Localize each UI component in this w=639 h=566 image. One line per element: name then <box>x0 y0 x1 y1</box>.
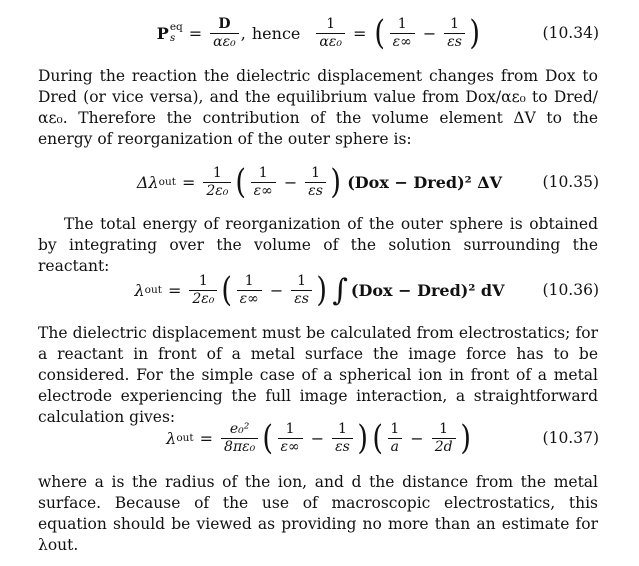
paragraph-4: where a is the radius of the ion, and d the distance from the metal surface. Because of the use of macroscopic electrostatics, this equation should be viewed as providing no more than an estimate for λout. <box>38 473 598 554</box>
eq34-f3-num: 1 <box>397 15 407 32</box>
eq37-left-paren: ( <box>262 418 274 458</box>
eq37-f2-num: 1 <box>285 420 295 437</box>
eq37-f1-num: e₀² <box>229 420 250 437</box>
eq37-right-paren: ) <box>357 418 368 458</box>
eq37-f3-num: 1 <box>338 420 347 437</box>
eq37-f3-den: εs <box>332 438 353 456</box>
eq37-fraction-5 <box>432 421 456 456</box>
eq37-f1-den: 8πε₀ <box>221 438 258 456</box>
eq36-right-paren: ) <box>316 270 327 310</box>
eq34-lhs-sup: eq <box>169 21 183 33</box>
eq37-fraction-4 <box>387 421 402 456</box>
eq36-fraction-1 <box>189 273 217 308</box>
eq35-left-paren: ( <box>235 162 247 202</box>
eq37-minus: − <box>310 428 325 448</box>
eq36-equals: = <box>167 280 182 300</box>
eq35-right-paren: ) <box>330 162 341 202</box>
eq34-fraction-1 <box>210 16 239 51</box>
eq36-tail: (Dox − Dred)² dV <box>350 280 505 300</box>
eq35-lhs: Δλ <box>136 172 159 192</box>
eq37-f5-num: 1 <box>439 420 449 437</box>
eq36-number: (10.36) <box>542 281 599 299</box>
eq36-integral: ∫ <box>332 272 348 308</box>
eq34-fraction-2 <box>316 16 345 51</box>
eq34-f1-num: D <box>218 15 231 32</box>
eq35-f1-den: 2ε₀ <box>203 182 231 200</box>
eq35-number: (10.35) <box>542 173 599 191</box>
eq35-fraction-2 <box>251 165 276 200</box>
eq34-equals: = <box>188 23 203 43</box>
eq35-f3-den: εs <box>305 182 326 200</box>
eq37-f4-num: 1 <box>390 420 400 437</box>
eq34-f2-num: 1 <box>326 15 336 32</box>
eq34-f3-den: ε∞ <box>390 33 415 51</box>
paragraph-3: The dielectric displacement must be calculated from electrostatics; for a reactant in front of a metal surface the image force has to be considered. For the simple case of a spherical ion in front of a metal electrode experiencing the full image interaction, a straightforward calculation gives: <box>38 324 598 426</box>
eq37-f5-den: 2d <box>432 438 456 456</box>
eq34-f4-den: εs <box>444 33 465 51</box>
eq35-f2-den: ε∞ <box>251 182 276 200</box>
eq37-fraction-1 <box>221 421 258 456</box>
eq34-f1-den: αε₀ <box>210 33 239 51</box>
eq34-f4-num: 1 <box>450 15 460 32</box>
eq34-lhs-sub: s <box>169 32 176 44</box>
eq35-fraction-3 <box>305 165 326 200</box>
equation-10-37 <box>0 413 639 463</box>
eq37-fraction-2 <box>278 421 303 456</box>
eq34-f2-den: αε₀ <box>316 33 345 51</box>
eq37-f2-den: ε∞ <box>278 438 303 456</box>
eq35-equals: = <box>181 172 196 192</box>
eq36-fraction-3 <box>291 273 312 308</box>
eq36-lhs-sub: out <box>144 284 162 296</box>
eq37-f4-den: a <box>388 438 402 456</box>
eq37-fraction-3 <box>332 421 353 456</box>
eq35-f1-num: 1 <box>212 164 222 181</box>
eq37-number: (10.37) <box>542 429 599 447</box>
eq36-f2-num: 1 <box>244 272 254 289</box>
eq36-left-paren: ( <box>221 270 233 310</box>
eq36-f3-den: εs <box>291 290 312 308</box>
eq35-f2-num: 1 <box>258 164 268 181</box>
eq34-minus: − <box>422 23 437 43</box>
eq37-lhs: λ <box>166 428 177 448</box>
eq37-left-paren-2: ( <box>372 418 384 458</box>
equation-10-34 <box>0 8 639 58</box>
eq37-equals: = <box>199 428 214 448</box>
eq36-lhs: λ <box>134 280 145 300</box>
eq36-f2-den: ε∞ <box>237 290 262 308</box>
eq34-fraction-3 <box>390 16 415 51</box>
eq36-f1-den: 2ε₀ <box>189 290 217 308</box>
eq37-right-paren-2: ) <box>459 418 471 458</box>
eq34-right-paren: ) <box>469 13 480 53</box>
eq34-number: (10.34) <box>542 24 599 42</box>
eq37-lhs-sub: out <box>176 432 194 444</box>
eq34-left-paren: ( <box>374 13 386 53</box>
eq34-comma: , <box>240 23 246 43</box>
eq34-equals-2: = <box>352 23 367 43</box>
eq35-fraction-1 <box>203 165 231 200</box>
eq35-minus: − <box>283 172 298 192</box>
equation-10-36 <box>0 265 639 315</box>
eq37-minus-2: − <box>410 428 424 448</box>
eq34-lhs: P <box>156 23 169 43</box>
eq36-fraction-2 <box>237 273 262 308</box>
eq34-fraction-4 <box>444 16 465 51</box>
eq35-lhs-sub: out <box>158 176 176 188</box>
equation-10-35 <box>0 157 639 207</box>
paragraph-2: The total energy of reorganization of the outer sphere is obtained by integrating over the volume of the solution surrounding the reactant: <box>38 215 598 275</box>
eq36-minus: − <box>269 280 284 300</box>
eq36-f3-num: 1 <box>297 272 307 289</box>
eq34-hence: hence <box>251 23 301 43</box>
eq36-f1-num: 1 <box>198 272 208 289</box>
eq35-tail: (Dox − Dred)² ΔV <box>347 172 503 192</box>
eq35-f3-num: 1 <box>311 164 321 181</box>
paragraph-1: During the reaction the dielectric displacement changes from Dox to Dred (or vice versa), and the equilibrium value from Dox/αε₀ to Dred/αε₀. Therefore the contribution of the volume element ΔV to the energy of reorganization of the outer sphere is: <box>38 67 598 148</box>
